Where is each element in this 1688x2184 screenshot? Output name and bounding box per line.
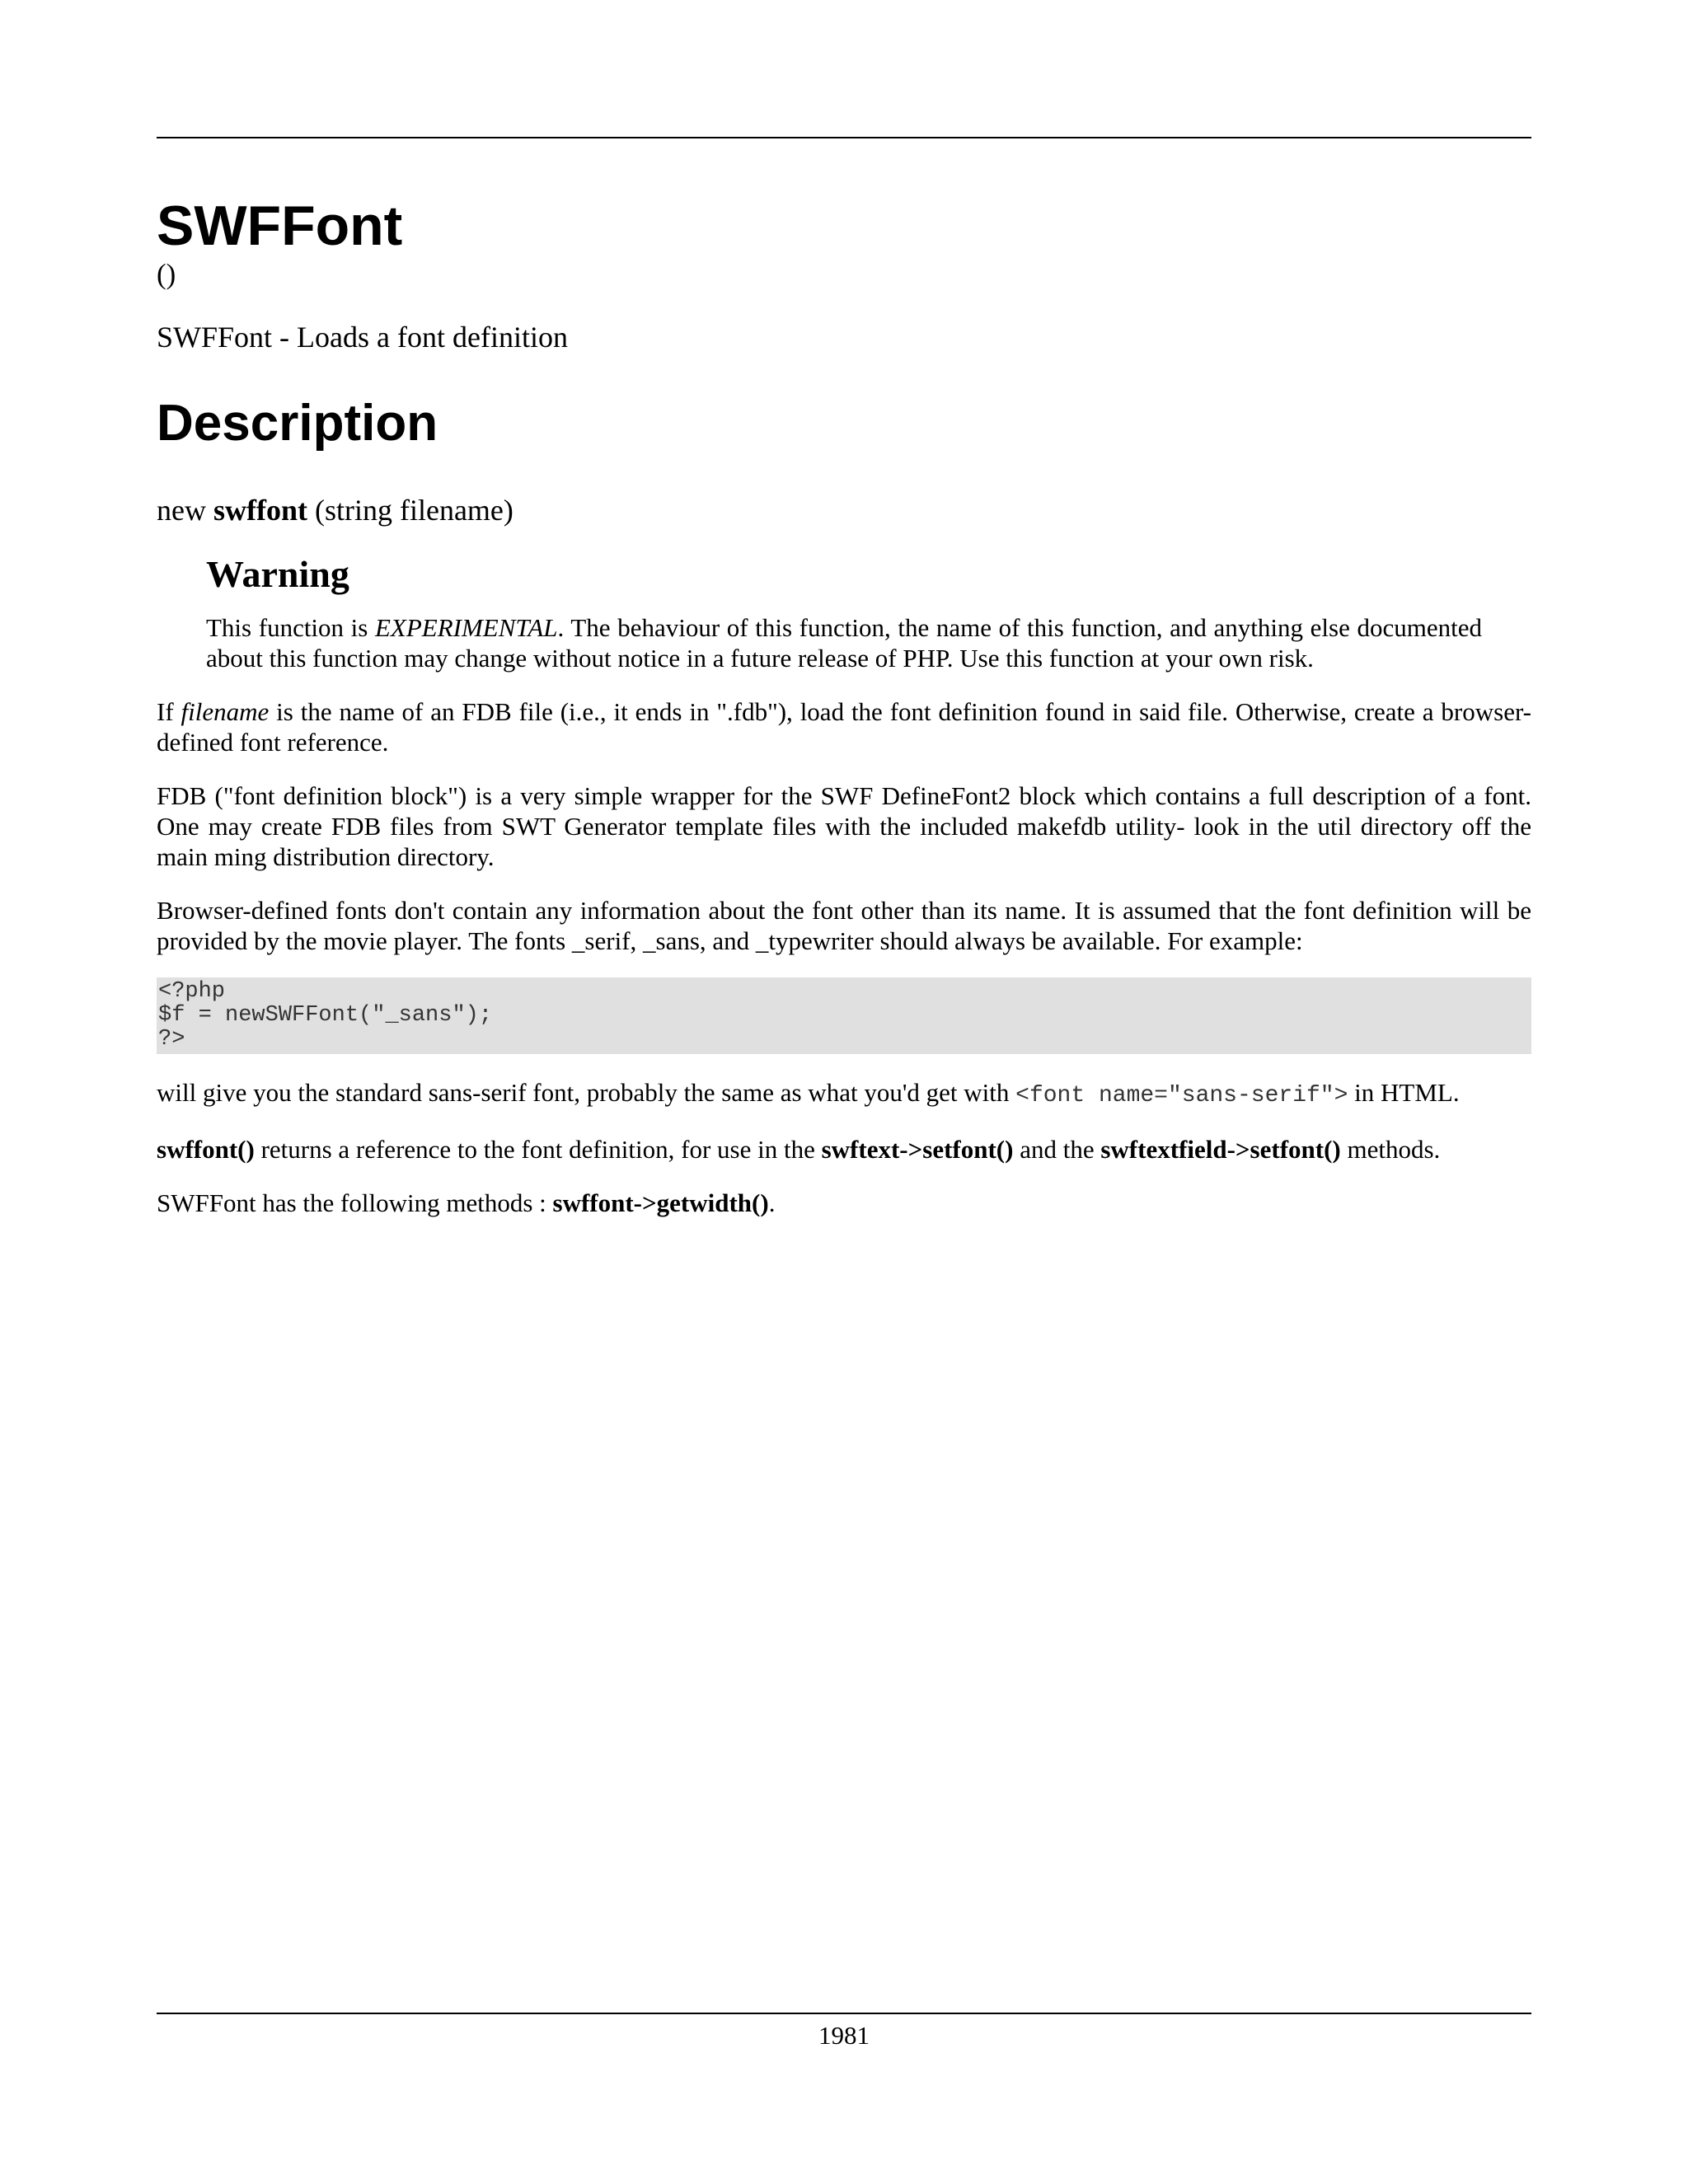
- title-parens: (): [157, 258, 176, 290]
- page-content: [157, 137, 1531, 1218]
- footer-rule: [157, 2013, 1531, 2014]
- parameter-filename: filename: [181, 697, 270, 726]
- page-title: SWFFont: [157, 194, 403, 257]
- paragraph-filename: [157, 696, 1531, 757]
- synopsis-prefix: new: [157, 494, 213, 527]
- para6-text: SWFFont has the following methods :: [157, 1188, 553, 1217]
- synopsis-function-name: swffont: [213, 494, 307, 527]
- paragraph-browser-fonts: Browser-defined fonts don't contain any information about the font other than its name. It is assumed that the font definition will be provided by the movie player. The fonts _serif, _sans, and _typewriter should always be available. For example:: [157, 896, 1531, 955]
- function-ref-swffont: swffont(): [157, 1135, 255, 1164]
- description-heading: Description: [157, 395, 438, 452]
- function-ref-swftext-setfont: swftext->setfont(): [821, 1135, 1014, 1164]
- synopsis-args: (string filename): [307, 494, 513, 527]
- inline-code-font-tag: <font name="sans-serif">: [1015, 1083, 1348, 1108]
- paragraph-sans-serif: [157, 1077, 1531, 1111]
- paragraph-returns: [157, 1134, 1531, 1165]
- code-example: [157, 977, 1531, 1054]
- para5-text1: returns a reference to the font definition, for use in the: [254, 1135, 822, 1164]
- function-ref-getwidth: swffont->getwidth(): [552, 1188, 769, 1217]
- function-ref-swftextfield-setfont: swftextfield->setfont(): [1100, 1135, 1341, 1164]
- warning-text-before: This function is: [206, 613, 375, 642]
- warning-title: Warning: [206, 553, 349, 595]
- warning-box: [206, 551, 1482, 673]
- para6-end: .: [768, 1188, 776, 1217]
- para4-after: in HTML.: [1348, 1078, 1460, 1107]
- warning-text: [206, 612, 1482, 673]
- warning-text-after: . The behaviour of this function, the name of this function, and anything else documented about this function may change without notice in a future release of PHP. Use this function at your own risk.: [206, 613, 1482, 673]
- para1-rest: is the name of an FDB file (i.e., it ends in ".fdb"), load the font definition found in said file. Otherwise, create a browser-defined font reference.: [157, 697, 1531, 757]
- para1-prefix: If: [157, 697, 181, 726]
- warning-emphasis: EXPERIMENTAL: [374, 613, 558, 642]
- para4-before: will give you the standard sans-serif font, probably the same as what you'd get with: [157, 1078, 1016, 1107]
- code-line: $f = newSWFFont("_sans");: [158, 1003, 493, 1028]
- page-number: 1981: [818, 2021, 870, 2050]
- para5-text3: methods.: [1340, 1135, 1441, 1164]
- code-line: <?php: [158, 979, 226, 1004]
- para5-text2: and the: [1013, 1135, 1101, 1164]
- paragraph-methods: [157, 1188, 1531, 1218]
- function-synopsis: [157, 492, 1531, 528]
- refpurpose: SWFFont - Loads a font definition: [157, 321, 568, 354]
- code-line: ?>: [158, 1027, 185, 1052]
- paragraph-fdb: FDB ("font definition block") is a very simple wrapper for the SWF DefineFont2 block which contains a full description of a font. One may create FDB files from SWT Generator template files with the included makefdb utility- look in the util directory off the main ming distribution directory.: [157, 781, 1531, 871]
